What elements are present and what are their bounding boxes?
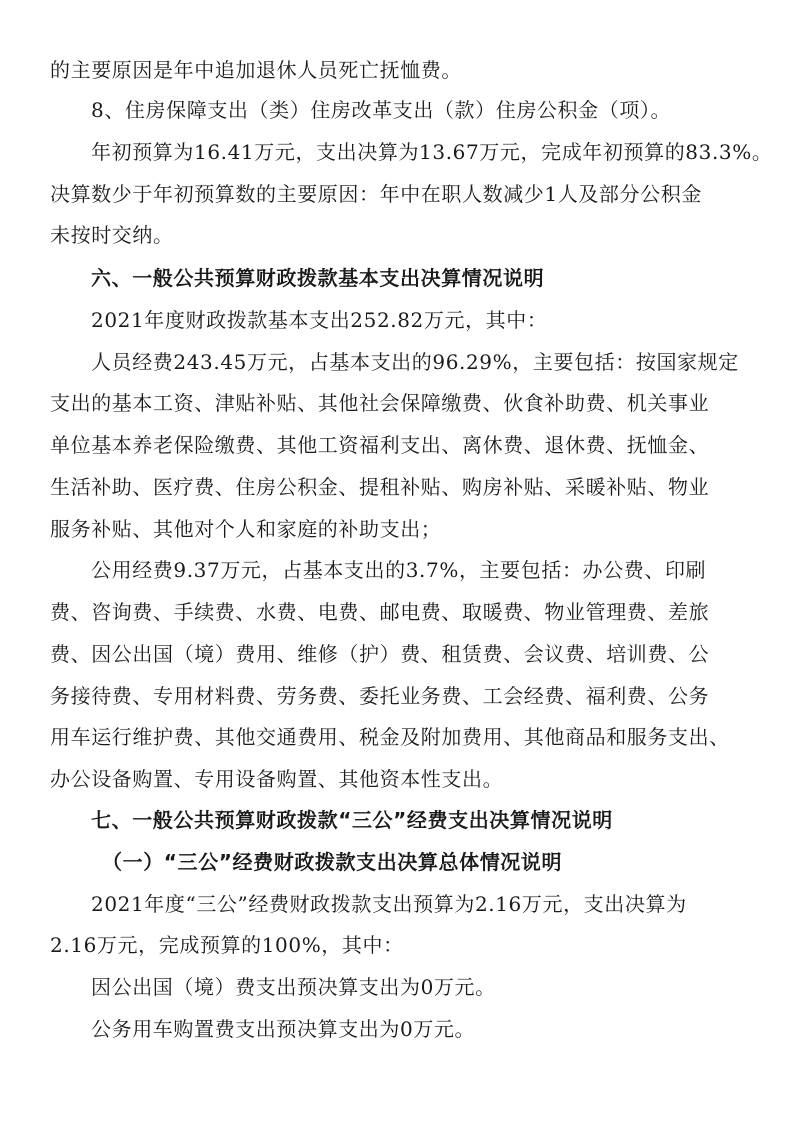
paragraph-line: 未按时交纳。 — [50, 223, 174, 247]
paragraph-line: 务接待费、专用材料费、劳务费、委托业务费、工会经费、福利费、公务 — [50, 684, 710, 708]
paragraph-line: 2021年度“三公”经费财政拨款支出预算为2.16万元，支出决算为 — [91, 892, 687, 916]
paragraph-line: 8、住房保障支出（类）住房改革支出（款）住房公积金（项）。 — [91, 98, 672, 122]
paragraph-line: 用车运行维护费、其他交通费用、税金及附加费用、其他商品和服务支出、 — [50, 725, 730, 749]
paragraph-line: 公用经费9.37万元，占基本支出的3.7%，主要包括：办公费、印刷 — [91, 558, 707, 582]
paragraph-line: 单位基本养老保险缴费、其他工资福利支出、离休费、退休费、抚恤金、 — [50, 433, 710, 457]
paragraph-line: 办公设备购置、专用设备购置、其他资本性支出。 — [50, 767, 504, 791]
section-heading-6: 六、一般公共预算财政拨款基本支出决算情况说明 — [91, 266, 545, 290]
paragraph-line: 年初预算为16.41万元，支出决算为13.67万元，完成年初预算的83.3%。 — [91, 140, 773, 164]
paragraph-line: 因公出国（境）费支出预决算支出为0万元。 — [91, 975, 496, 999]
paragraph-line: 人员经费243.45万元，占基本支出的96.29%，主要包括：按国家规定 — [91, 350, 739, 374]
paragraph-line: 费、因公出国（境）费用、维修（护）费、租赁费、会议费、培训费、公 — [50, 642, 710, 666]
paragraph-line: 服务补贴、其他对个人和家庭的补助支出； — [50, 517, 442, 541]
paragraph-line: 支出的基本工资、津贴补贴、其他社会保障缴费、伙食补助费、机关事业 — [50, 391, 710, 415]
subsection-heading-1: （一）“三公”经费财政拨款支出决算总体情况说明 — [102, 850, 563, 874]
paragraph-line: 2021年度财政拨款基本支出252.82万元，其中： — [91, 308, 548, 332]
section-heading-7: 七、一般公共预算财政拨款“三公”经费支出决算情况说明 — [91, 808, 613, 832]
paragraph-line: 生活补助、医疗费、住房公积金、提租补贴、购房补贴、采暖补贴、物业 — [50, 475, 710, 499]
paragraph-line: 的主要原因是年中追加退休人员死亡抚恤费。 — [50, 58, 462, 82]
paragraph-line: 公务用车购置费支出预决算支出为0万元。 — [91, 1017, 476, 1041]
paragraph-line: 费、咨询费、手续费、水费、电费、邮电费、取暖费、物业管理费、差旅 — [50, 600, 710, 624]
paragraph-line: 决算数少于年初预算数的主要原因：年中在职人数减少1人及部分公积金 — [50, 182, 702, 206]
paragraph-line: 2.16万元，完成预算的100%，其中： — [50, 933, 404, 957]
